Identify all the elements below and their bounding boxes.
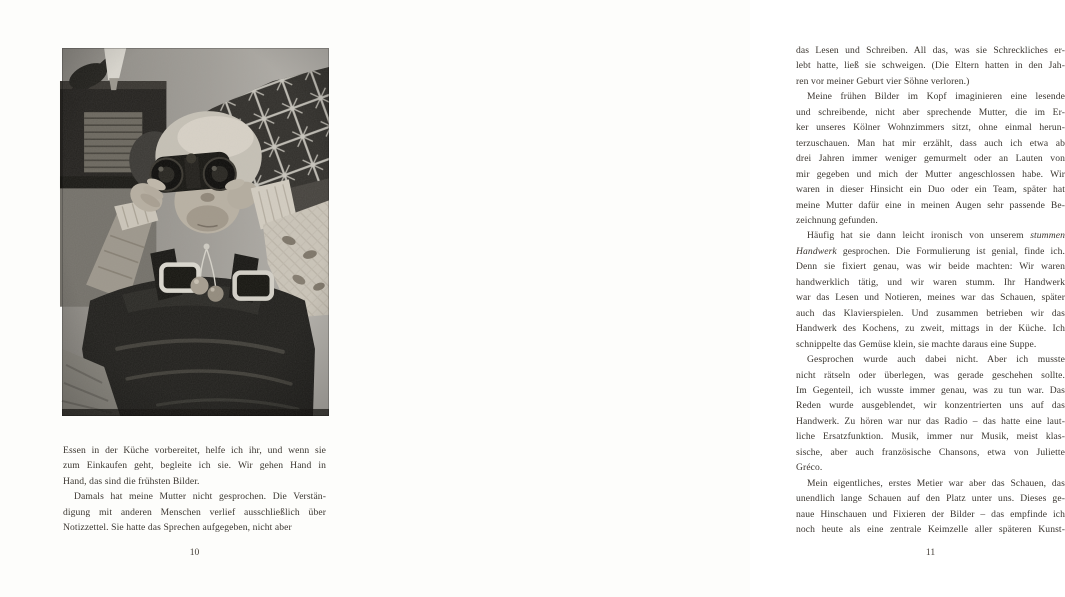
photo-vignette	[62, 48, 329, 416]
text-line: Denn sie fixiert genau, was wir beide machten: Wir waren	[796, 261, 1065, 273]
right-page-number: 11	[925, 547, 936, 558]
text-line: ker unseres Kölner Wohnzimmers sitzt, ohne einmal herun-	[796, 122, 1065, 134]
text-line: zeichnung gefunden.	[796, 214, 878, 226]
text-line: Essen in der Küche vorbereitet, helfe ich ihr, und wenn sie	[63, 445, 326, 456]
text-line: das Lesen und Schreiben. All das, was sie Schreckliches er-	[796, 45, 1065, 56]
right-page-text	[796, 43, 1065, 538]
text-line: mir gegeben und mich der Mutter angeschlossen habe. Wir	[796, 168, 1065, 180]
text-line: zum Einkaufen geht, begleite ich sie. Wir gehen Hand in	[63, 460, 326, 472]
text-line: Damals hat meine Mutter nicht gesprochen. Die Verstän-	[74, 491, 326, 503]
text-line: war das Lesen und Notieren, meines war das Schauen, später	[796, 292, 1065, 304]
text-line: Reden wurde ausgeblendet, wir konzentrierten uns auf das	[796, 400, 1065, 412]
left-page-number: 10	[189, 547, 200, 558]
text-line: schnippelte das Gemüse klein, sie machte daraus eine Suppe.	[796, 338, 1037, 350]
text-line: nicht rätseln oder überlegen, was gerade geschehen sollte.	[796, 369, 1065, 381]
text-line: handwerklich tätig, und wir waren stumm. Ihr Handwerk	[796, 276, 1065, 288]
child-binoculars-photo	[62, 48, 329, 416]
text-line: Hand, das sind die frühsten Bilder.	[63, 475, 200, 487]
text-line: naue Hinschauen und Fixieren der Bilder – das empfinde ich	[796, 508, 1065, 520]
text-line: unendlich lange Schauen auf den Platz unter uns. Dieses ge-	[796, 493, 1065, 505]
text-line: ren vor meiner Geburt vier Söhne verloren.)	[796, 75, 970, 87]
text-line: Gréco.	[796, 462, 823, 474]
text-line: liche Ersatzfunktion. Musik, immer nur Musik, meist klas-	[796, 431, 1065, 443]
text-line: Meine frühen Bilder im Kopf imaginieren eine lesende	[807, 91, 1065, 103]
text-line: Notizzettel. Sie hatte das Sprechen aufgegeben, nicht aber	[63, 522, 292, 534]
text-line: Im Gegenteil, ich wusste immer genau, was zu tun war. Das	[796, 384, 1065, 396]
text-line: Handwerk. Zu hören war nur das Radio – das hatte eine laut-	[796, 415, 1065, 427]
photo-illustration	[62, 48, 329, 416]
text-line: auch das Klavierspielen. Und zusammen betrieben wir das	[796, 307, 1065, 319]
text-line: waren in dieser Hinsicht ein Duo oder ein Team, später hat	[796, 184, 1065, 196]
text-line: Handwerk des Kochens, zu zweit, mittags in der Küche. Ich	[796, 323, 1065, 335]
text-line: Häufig hat sie dann leicht ironisch von unserem stummen	[807, 230, 1065, 242]
text-line: und schreibende, nicht aber sprechende Mutter, die im Er-	[796, 106, 1065, 118]
text-line: meine Mutter dafür eine in meinen Augen sehr passende Be-	[796, 199, 1065, 211]
text-line: Mein eigentliches, erstes Metier war aber das Schauen, das	[807, 477, 1065, 489]
left-page-text	[63, 443, 326, 536]
text-line: noch heute als eine zentrale Keimzelle aller späteren Kunst-	[796, 524, 1065, 536]
text-line: lebt hatte, ließ sie schweigen. (Die Eltern hatten in den Jah-	[796, 60, 1065, 72]
text-line: Gesprochen wurde auch dabei nicht. Aber ich musste	[807, 354, 1065, 366]
left-page	[0, 0, 375, 597]
right-page	[375, 0, 1065, 597]
text-line: Handwerk gesprochen. Die Formulierung ist genial, finde ich.	[796, 245, 1065, 257]
text-line: terzuschauen. Man hat mir erzählt, dass auch ich etwa ab	[796, 137, 1065, 149]
text-line: digung mit anderen Menschen verlief ausschließlich über	[63, 506, 326, 518]
text-line: sische, aber auch französische Chansons, etwa von Juliette	[796, 446, 1065, 458]
text-line: drei Jahren immer weniger gemurmelt oder an Lauten von	[796, 153, 1065, 165]
